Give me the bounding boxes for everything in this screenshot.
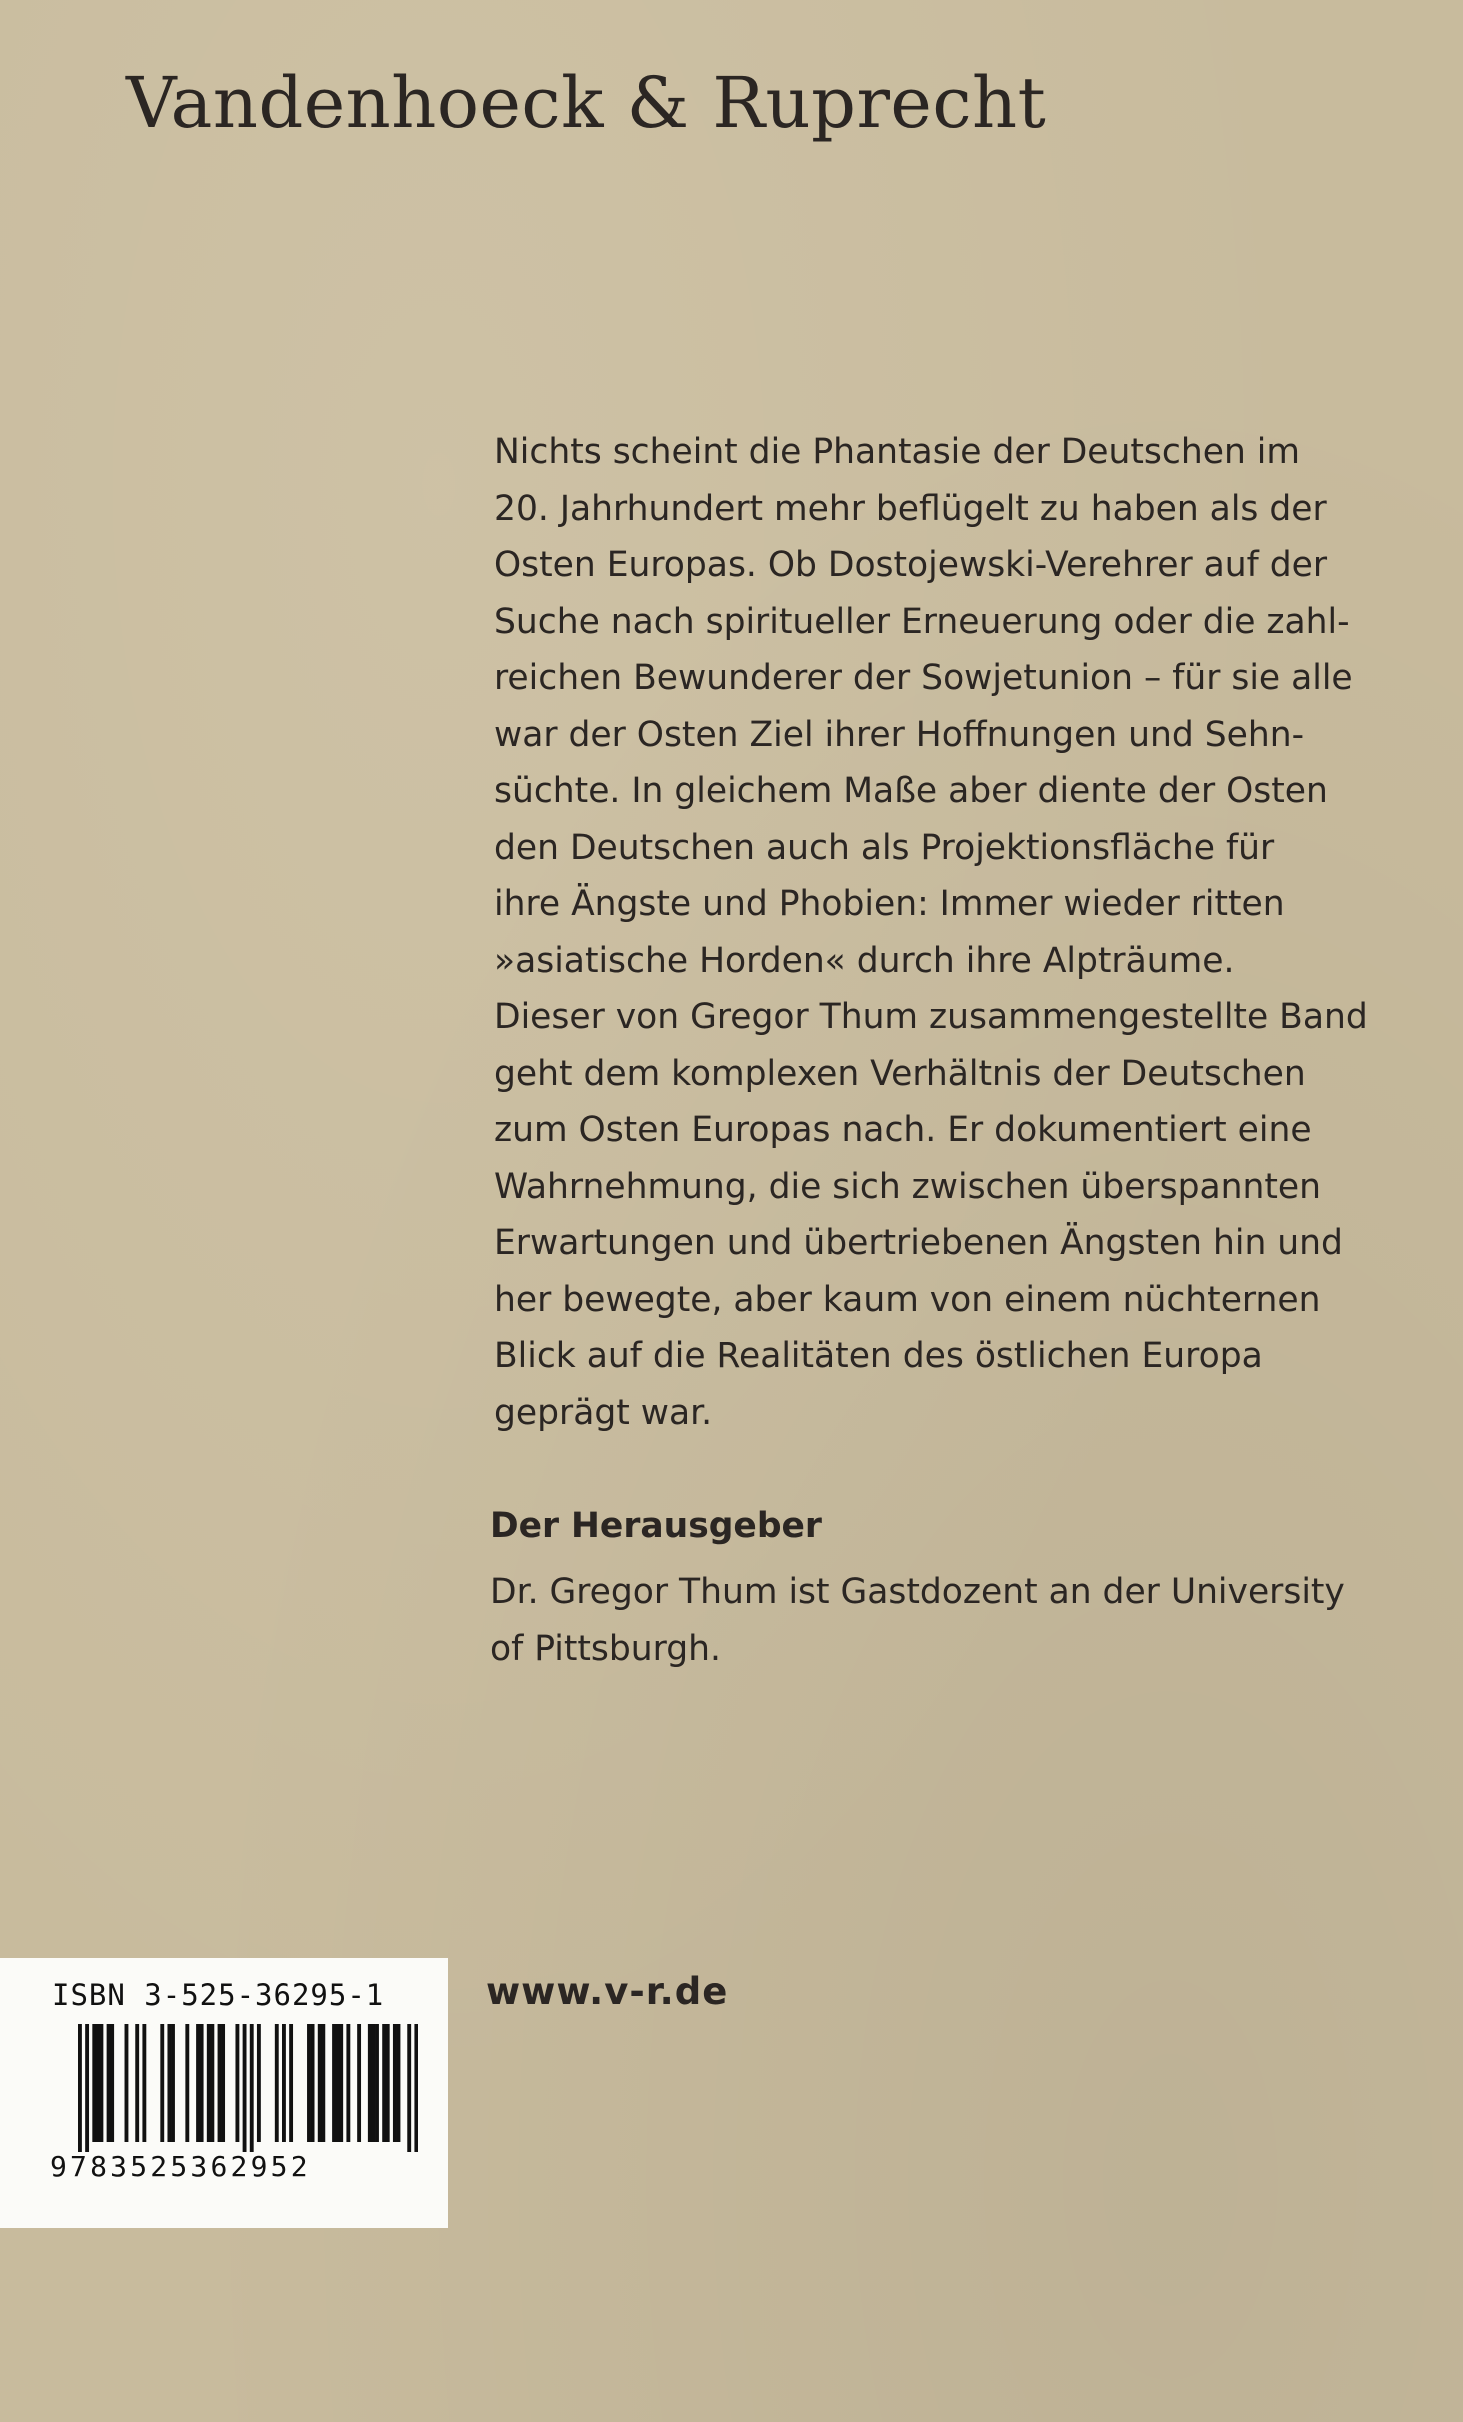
barcode-bar <box>78 2024 82 2152</box>
barcode-icon <box>78 2024 418 2152</box>
barcode-bar <box>107 2024 111 2142</box>
barcode-bar <box>221 2024 225 2142</box>
barcode-bar <box>368 2024 372 2142</box>
barcode-bar <box>85 2024 89 2152</box>
blurb-line: zum Osten Europas nach. Er dokumentiert eine <box>494 1110 1312 1150</box>
barcode-bar <box>382 2024 386 2142</box>
barcode-bar <box>336 2024 340 2142</box>
barcode-bar <box>386 2024 390 2142</box>
blurb-line: geht dem komplexen Verhältnis der Deutschen <box>494 1053 1306 1094</box>
publisher-name: Vandenhoeck & Ruprecht <box>126 62 1047 144</box>
barcode-bar <box>371 2024 375 2142</box>
blurb-line: Blick auf die Realitäten des östlichen Europa <box>494 1336 1263 1376</box>
barcode-bar <box>207 2024 211 2142</box>
isbn-number: ISBN 3-525-36295-1 <box>52 1978 385 2012</box>
barcode-bar <box>243 2024 247 2152</box>
barcode-bar <box>167 2024 171 2142</box>
barcode-bar <box>397 2024 401 2142</box>
barcode-bar <box>250 2024 254 2152</box>
blurb-line: Dieser von Gregor Thum zusammengestellte Band <box>494 997 1368 1037</box>
editor-heading: Der Herausgeber <box>490 1506 822 1546</box>
blurb-line: Wahrnehmung, die sich zwischen überspannten <box>494 1166 1321 1207</box>
barcode-bar <box>218 2024 222 2142</box>
barcode-bar <box>125 2024 129 2142</box>
blurb-line: geprägt war. <box>494 1392 713 1433</box>
barcode-bar <box>414 2024 418 2152</box>
blurb-line: Nichts scheint die Phantasie der Deutschen im <box>494 432 1300 472</box>
blurb-line: 20. Jahrhundert mehr beflügelt zu haben als der <box>494 488 1327 529</box>
barcode-label <box>0 1958 448 2228</box>
blurb-line: »asiatische Horden« durch ihre Alpträume. <box>494 940 1235 981</box>
barcode-bar <box>257 2024 261 2142</box>
blurb-line: war der Osten Ziel ihrer Hoffnungen und Sehn- <box>494 714 1305 755</box>
barcode-bar <box>135 2024 139 2142</box>
barcode-bar <box>289 2024 293 2142</box>
editor-bio-line: of Pittsburgh. <box>490 1628 721 1669</box>
blurb-text <box>494 424 1374 1441</box>
blurb-line: Osten Europas. Ob Dostojewski-Verehrer auf der <box>494 545 1328 585</box>
barcode-bar <box>311 2024 315 2142</box>
barcode-bar <box>171 2024 175 2142</box>
editor-bio-line: Dr. Gregor Thum ist Gastdozent an der University <box>490 1572 1345 1612</box>
barcode-bar <box>210 2024 214 2142</box>
barcode-bar <box>196 2024 200 2142</box>
barcode-bar <box>275 2024 279 2142</box>
blurb-line: ihre Ängste und Phobien: Immer wieder ritten <box>494 884 1285 924</box>
editor-bio <box>490 1564 1370 1677</box>
barcode-bar <box>96 2024 100 2142</box>
barcode-bar <box>160 2024 164 2142</box>
blurb-line: reichen Bewunderer der Sowjetunion – für sie alle <box>494 658 1353 698</box>
barcode-bar <box>357 2024 361 2142</box>
barcode-bar <box>282 2024 286 2142</box>
barcode-bar <box>307 2024 311 2142</box>
barcode-bar <box>332 2024 336 2142</box>
barcode-bar <box>346 2024 350 2142</box>
barcode-bar <box>235 2024 239 2142</box>
barcode-bar <box>110 2024 114 2142</box>
barcode-bar <box>142 2024 146 2142</box>
blurb-line: süchte. In gleichem Maße aber diente der Osten <box>494 771 1328 811</box>
publisher-website: www.v-r.de <box>486 1970 729 2013</box>
barcode-bar <box>339 2024 343 2142</box>
barcode-bar <box>321 2024 325 2142</box>
barcode-bar <box>92 2024 96 2142</box>
blurb-line: her bewegte, aber kaum von einem nüchternen <box>494 1279 1321 1320</box>
barcode-bar <box>200 2024 204 2142</box>
barcode-bar <box>185 2024 189 2142</box>
blurb-line: den Deutschen auch als Projektionsfläche für <box>494 827 1275 868</box>
ean-digits: 9783525362952 <box>50 2150 311 2183</box>
barcode-bar <box>99 2024 103 2142</box>
barcode-bar <box>393 2024 397 2142</box>
barcode-bar <box>318 2024 322 2142</box>
blurb-line: Erwartungen und übertriebenen Ängsten hin und <box>494 1223 1343 1263</box>
barcode-bar <box>407 2024 411 2152</box>
barcode-bar <box>375 2024 379 2142</box>
blurb-line: Suche nach spiritueller Erneuerung oder die zahl- <box>494 601 1350 642</box>
